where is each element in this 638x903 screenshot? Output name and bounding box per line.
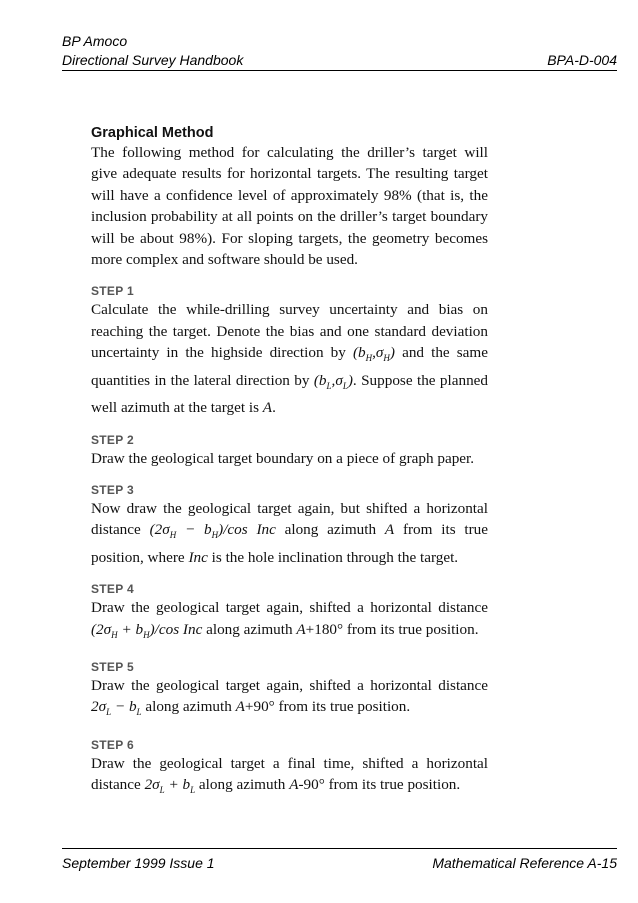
step-6 xyxy=(91,738,488,802)
section-title: Graphical Method xyxy=(91,125,214,141)
step-label: STEP 5 xyxy=(91,660,134,675)
step-1 xyxy=(91,284,488,418)
step-4 xyxy=(91,582,488,646)
footer-rule xyxy=(62,848,617,849)
step-3 xyxy=(91,483,488,568)
step-text: Draw the geological target again, shifted a horizontal distance $2\sigma_L - b_L$ along azimuth A+90° from its true position. xyxy=(91,677,488,718)
intro-paragraph: The following method for calculating the driller’s target will give adequate results for horizontal targets. The resulting target will have a confidence level of approximately 98% (that is, the inclusion probability at all points on the driller’s target boundary will be about 98%). For sloping targets, the geometry becomes more complex and software should be used. xyxy=(91,144,488,269)
step-label: STEP 6 xyxy=(91,737,134,752)
math-distance: $2\sigma_L - b_L$ xyxy=(91,698,142,718)
step-label: STEP 3 xyxy=(91,482,134,497)
header-rule xyxy=(62,70,617,71)
footer xyxy=(62,855,617,871)
header-line xyxy=(62,52,617,68)
header-doc-id: BPA-D-004 xyxy=(547,52,617,68)
footer-date-issue: September 1999 Issue 1 xyxy=(62,855,215,871)
step-text: Now draw the geological target again, but shifted a horizontal distance $(2\sigma_H - b_H)/\cos$ Inc along azimuth A from its true position, where Inc is the hole inclination through the target. xyxy=(91,499,489,566)
step-5 xyxy=(91,660,488,724)
page-content xyxy=(91,125,488,802)
header-company: BP Amoco xyxy=(62,33,128,49)
header-title: Directional Survey Handbook xyxy=(62,52,244,68)
step-text: Calculate the while-drilling survey uncertainty and bias on reaching the target. Denote the bias and one standard deviation uncertainty in the highside direction by $(b_H,\sigma_H)$ and the same quantities in the lateral direction by $(b_L,\sigma_L)$. Suppose the planned well azimuth at the target is A. xyxy=(91,301,488,417)
math-lateral: $(b_L,\sigma_L)$ xyxy=(313,371,353,391)
math-highside: $(b_H,\sigma_H)$ xyxy=(352,344,395,364)
step-label: STEP 1 xyxy=(91,284,134,299)
step-text: Draw the geological target boundary on a piece of graph paper. xyxy=(91,449,475,467)
step-text: Draw the geological target a final time, shifted a horizontal distance $2\sigma_L + b_L$ along azimuth A-90° from its true position. xyxy=(91,754,488,796)
math-distance: $2\sigma_L + b_L$ xyxy=(144,776,196,796)
step-text: Draw the geological target again, shifted a horizontal distance $(2\sigma_H + b_H)/\cos$ Inc along azimuth A+180° from its true position. xyxy=(91,599,488,640)
step-2 xyxy=(91,433,488,469)
math-distance: $(2\sigma_H - b_H)/\cos$ Inc xyxy=(149,521,276,541)
math-distance: $(2\sigma_H + b_H)/\cos$ Inc xyxy=(91,620,203,640)
step-label: STEP 4 xyxy=(91,582,134,597)
step-label: STEP 2 xyxy=(91,432,134,447)
footer-page-ref: Mathematical Reference A-15 xyxy=(432,855,617,871)
